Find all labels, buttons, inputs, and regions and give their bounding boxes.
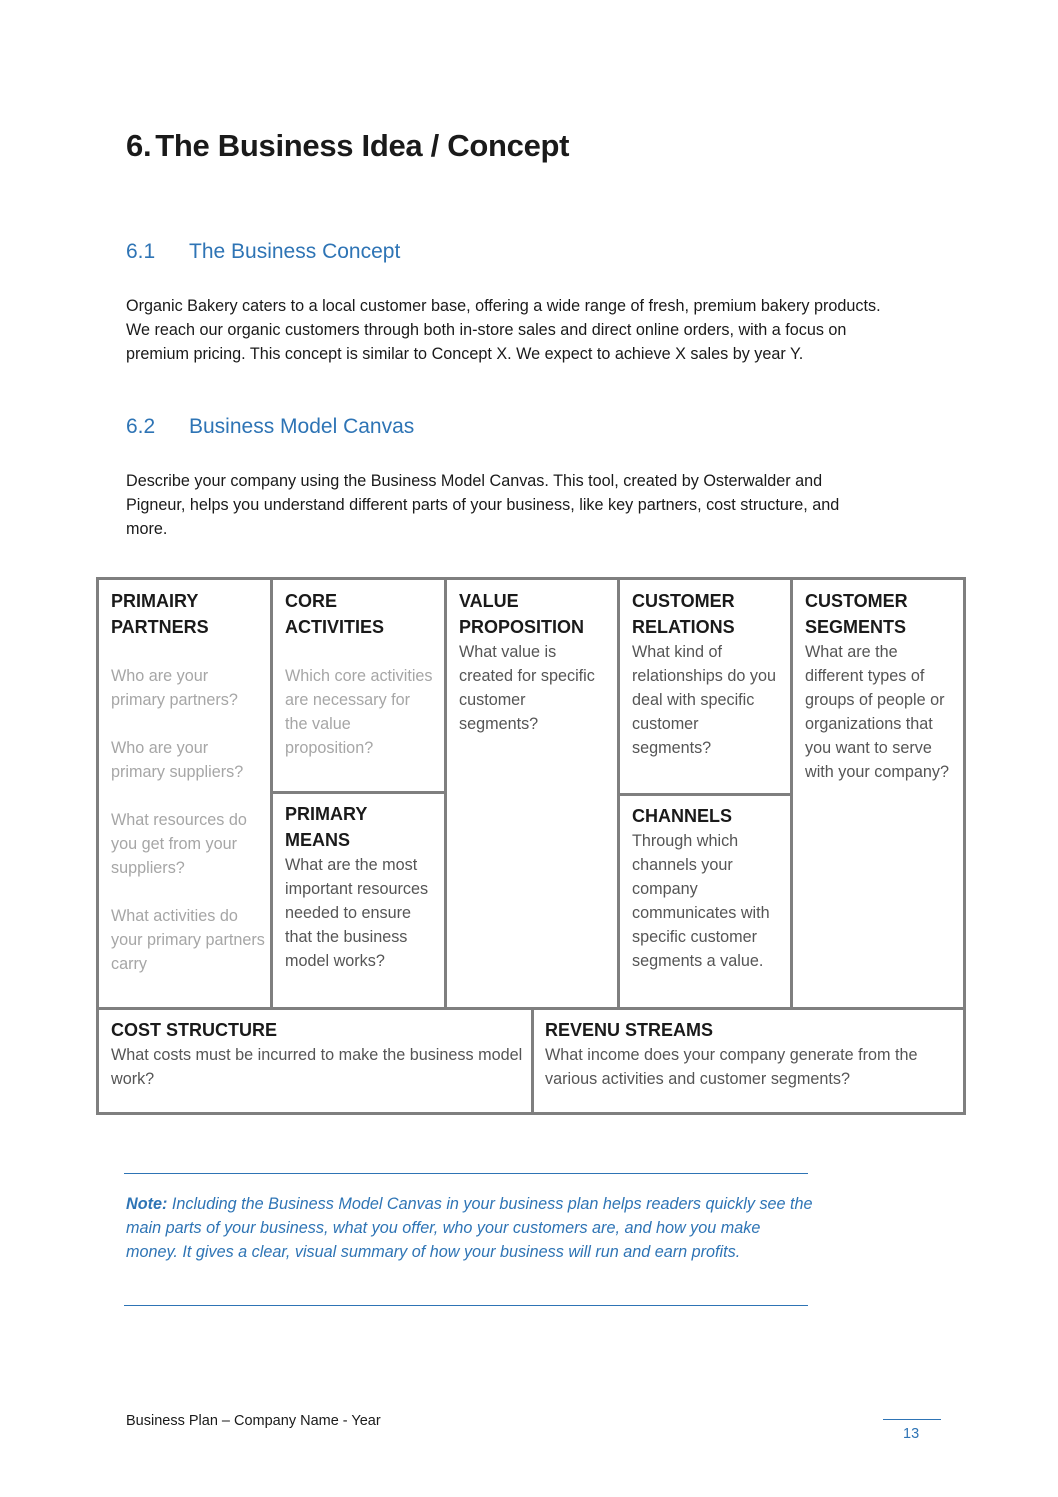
core-activities-text: Which core activities are necessary for the value proposition? bbox=[285, 667, 433, 757]
canvas-divider bbox=[270, 791, 447, 794]
footer-text: Business Plan – Company Name - Year bbox=[126, 1413, 381, 1429]
core-activities-block bbox=[285, 588, 435, 760]
canvas-divider bbox=[617, 793, 793, 796]
page-number-rule bbox=[883, 1419, 941, 1420]
customer-segments-text: What are the different types of groups of people or organizations that you want to serve with your company? bbox=[805, 643, 949, 781]
primary-partners-question: Who are your primary suppliers? bbox=[111, 739, 244, 781]
cost-structure-title: COST STRUCTURE bbox=[111, 1020, 277, 1040]
primary-means-text: What are the most important resources needed to ensure that the business model works? bbox=[285, 856, 429, 970]
value-proposition-text: What value is created for specific customer segments? bbox=[459, 643, 595, 733]
channels-title: CHANNELS bbox=[632, 806, 733, 826]
customer-relations-title: CUSTOMER RELATIONS bbox=[632, 591, 735, 637]
revenue-streams-block bbox=[545, 1017, 957, 1091]
section-heading-6-1 bbox=[126, 240, 400, 264]
customer-segments-block bbox=[805, 588, 955, 784]
primary-partners-title: PRIMAIRY PARTNERS bbox=[111, 591, 209, 637]
note-top-rule bbox=[124, 1173, 808, 1174]
revenue-streams-title: REVENU STREAMS bbox=[545, 1020, 714, 1040]
business-model-canvas bbox=[96, 577, 966, 1115]
note-text: Including the Business Model Canvas in your business plan helps readers quickly see the main parts of your business, what you offer, who your customers are, and how you make money. It gives a clear, visual summary of how your business will run and earn profits. bbox=[126, 1195, 813, 1261]
cost-structure-block bbox=[111, 1017, 523, 1091]
section-number: 6.1 bbox=[126, 240, 156, 263]
note-bottom-rule bbox=[124, 1305, 808, 1306]
canvas-intro-paragraph: Describe your company using the Business Model Canvas. This tool, created by Osterwalder and Pigneur, helps you understand different parts of your business, like key partners, cost structure, and more. bbox=[126, 472, 840, 538]
primary-partners-question: What activities do your primary partners carry bbox=[111, 907, 265, 973]
page-number: 13 bbox=[903, 1426, 920, 1442]
channels-block bbox=[632, 803, 782, 973]
value-proposition-block bbox=[459, 588, 609, 736]
primary-partners-block bbox=[111, 588, 266, 976]
heading-number: 6. bbox=[126, 128, 152, 163]
page-heading bbox=[126, 128, 569, 164]
primary-partners-question: What resources do you get from your suppliers? bbox=[111, 811, 247, 877]
primary-means-title: PRIMARY MEANS bbox=[285, 804, 368, 850]
note-label: Note: bbox=[126, 1195, 168, 1213]
note-paragraph bbox=[126, 1193, 816, 1264]
section-title: Business Model Canvas bbox=[189, 415, 415, 438]
section-heading-6-2 bbox=[126, 415, 414, 439]
cost-structure-text: What costs must be incurred to make the business model work? bbox=[111, 1046, 523, 1088]
section-title: The Business Concept bbox=[189, 240, 401, 263]
value-proposition-title: VALUE PROPOSITION bbox=[459, 591, 585, 637]
primary-means-block bbox=[285, 801, 435, 973]
revenue-streams-text: What income does your company generate from the various activities and customer segments? bbox=[545, 1046, 918, 1088]
canvas-divider bbox=[531, 1007, 534, 1112]
customer-relations-text: What kind of relationships do you deal with specific customer segments? bbox=[632, 643, 776, 757]
section-number: 6.2 bbox=[126, 415, 156, 438]
customer-relations-block bbox=[632, 588, 782, 760]
channels-text: Through which channels your company communicates with specific customer segments a value. bbox=[632, 832, 770, 970]
primary-partners-question: Who are your primary partners? bbox=[111, 667, 238, 709]
core-activities-title: CORE ACTIVITIES bbox=[285, 591, 385, 637]
customer-segments-title: CUSTOMER SEGMENTS bbox=[805, 591, 908, 637]
business-concept-paragraph: Organic Bakery caters to a local customer base, offering a wide range of fresh, premium bakery products. We reach our organic customers through both in-store sales and direct online orders, with a focus on premium pricing. This concept is similar to Concept X. We expect to achieve X sales by year Y. bbox=[126, 297, 881, 363]
heading-title: The Business Idea / Concept bbox=[155, 128, 570, 163]
